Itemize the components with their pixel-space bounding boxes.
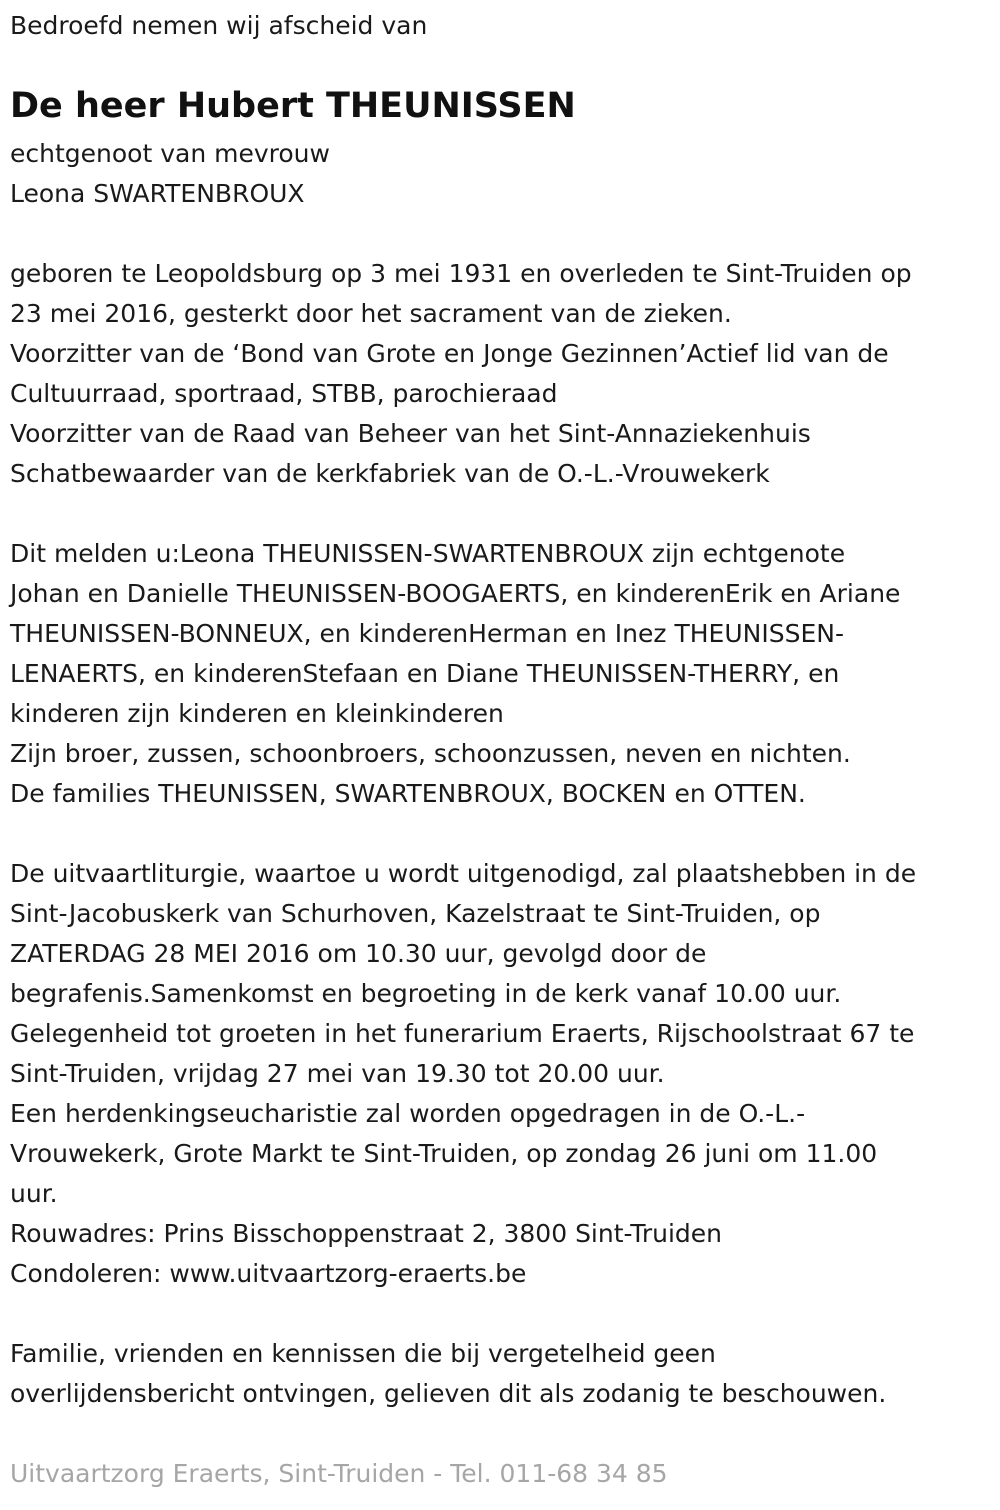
- intro-text: Bedroefd nemen wij afscheid van: [10, 11, 428, 40]
- family-block: [10, 534, 900, 814]
- ceremony-line: Vrouwekerk, Grote Markt te Sint-Truiden, op zondag 26 juni om 11.00: [10, 1139, 878, 1168]
- biography-block: [10, 254, 912, 494]
- ceremony-line: ZATERDAG 28 MEI 2016 om 10.30 uur, gevolgd door de: [10, 939, 707, 968]
- bio-line: Cultuurraad, sportraad, STBB, parochieraad: [10, 379, 558, 408]
- ceremony-line: De uitvaartliturgie, waartoe u wordt uitgenodigd, zal plaatshebben in de: [10, 859, 917, 888]
- mourning-address: Rouwadres: Prins Bisschoppenstraat 2, 3800 Sint-Truiden: [10, 1219, 723, 1248]
- ceremony-line: begrafenis.Samenkomst en begroeting in de kerk vanaf 10.00 uur.: [10, 979, 842, 1008]
- family-line: De families THEUNISSEN, SWARTENBROUX, BOCKEN en OTTEN.: [10, 779, 806, 808]
- bio-line: Voorzitter van de ‘Bond van Grote en Jonge Gezinnen’Actief lid van de: [10, 339, 889, 368]
- closing-line: Familie, vrienden en kennissen die bij vergetelheid geen: [10, 1339, 716, 1368]
- bio-line: Voorzitter van de Raad van Beheer van het Sint-Annaziekenhuis: [10, 419, 811, 448]
- funeral-home-footer: Uitvaartzorg Eraerts, Sint-Truiden - Tel. 011-68 34 85: [10, 1459, 668, 1488]
- family-line: THEUNISSEN-BONNEUX, en kinderenHerman en Inez THEUNISSEN-: [10, 619, 844, 648]
- deceased-name-heading: De heer Hubert THEUNISSEN: [10, 86, 576, 126]
- spouse-line: Leona SWARTENBROUX: [10, 179, 305, 208]
- ceremony-line: uur.: [10, 1179, 58, 1208]
- ceremony-line: Gelegenheid tot groeten in het funerarium Eraerts, Rijschoolstraat 67 te: [10, 1019, 915, 1048]
- bio-line: Schatbewaarder van de kerkfabriek van de O.-L.-Vrouwekerk: [10, 459, 770, 488]
- closing-block: [10, 1334, 886, 1414]
- family-line: Dit melden u:Leona THEUNISSEN-SWARTENBROUX zijn echtgenote: [10, 539, 846, 568]
- spouse-block: [10, 134, 330, 214]
- closing-line: overlijdensbericht ontvingen, gelieven dit als zodanig te beschouwen.: [10, 1379, 887, 1408]
- spouse-line: echtgenoot van mevrouw: [10, 139, 330, 168]
- condolence-link[interactable]: Condoleren: www.uitvaartzorg-eraerts.be: [10, 1259, 527, 1288]
- ceremony-block: [10, 854, 916, 1294]
- family-line: Zijn broer, zussen, schoonbroers, schoonzussen, neven en nichten.: [10, 739, 851, 768]
- ceremony-line: Een herdenkingseucharistie zal worden opgedragen in de O.-L.-: [10, 1099, 806, 1128]
- bio-line: 23 mei 2016, gesterkt door het sacrament van de zieken.: [10, 299, 732, 328]
- family-line: LENAERTS, en kinderenStefaan en Diane THEUNISSEN-THERRY, en: [10, 659, 840, 688]
- ceremony-line: Sint-Jacobuskerk van Schurhoven, Kazelstraat te Sint-Truiden, op: [10, 899, 821, 928]
- family-line: Johan en Danielle THEUNISSEN-BOOGAERTS, en kinderenErik en Ariane: [10, 579, 901, 608]
- bio-line: geboren te Leopoldsburg op 3 mei 1931 en overleden te Sint-Truiden op: [10, 259, 912, 288]
- ceremony-line: Sint-Truiden, vrijdag 27 mei van 19.30 tot 20.00 uur.: [10, 1059, 665, 1088]
- family-line: kinderen zijn kinderen en kleinkinderen: [10, 699, 504, 728]
